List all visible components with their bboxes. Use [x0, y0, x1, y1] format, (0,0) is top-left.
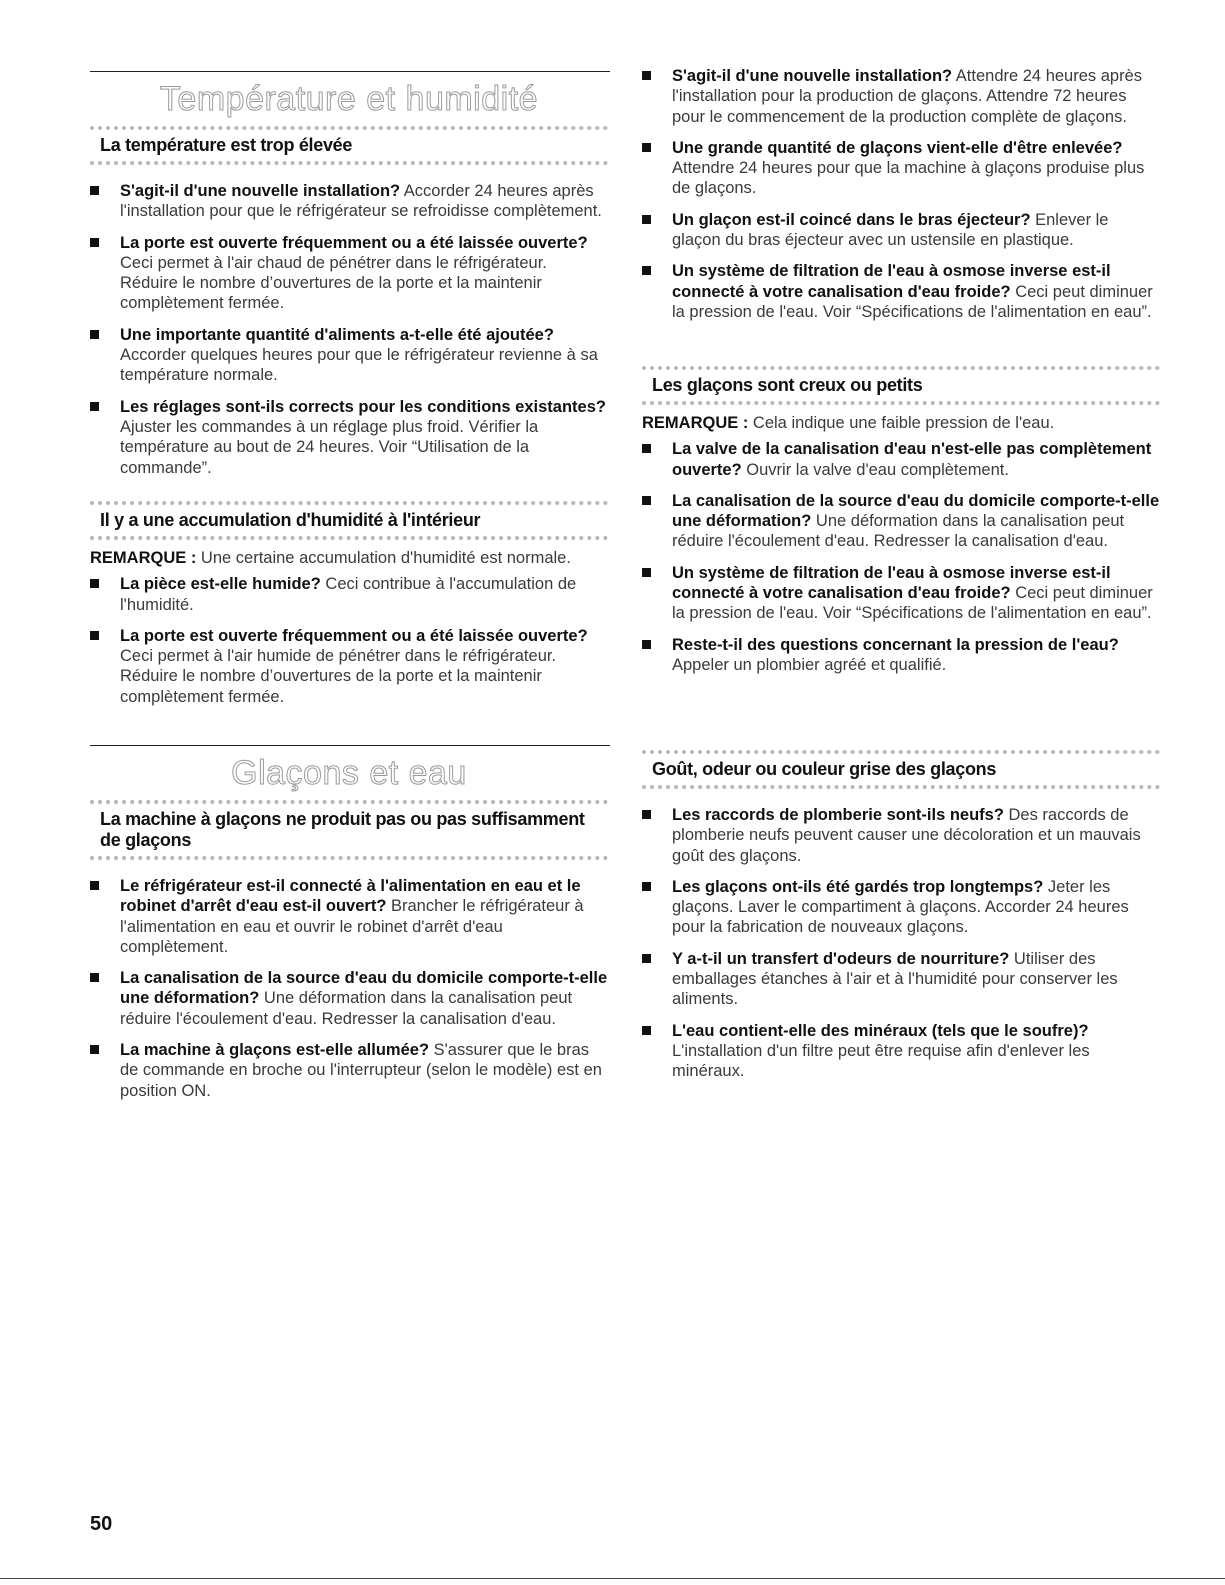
- list-item: Une importante quantité d'aliments a-t-elle été ajoutée? Accorder quelques heures pour que le réfrigérateur revienne à sa température normale.: [90, 325, 608, 386]
- list-item: Le réfrigérateur est-il connecté à l'alimentation en eau et le robinet d'arrêt d'eau est-il ouvert? Brancher le réfrigérateur à l'alimentation en eau et ouvrir le robinet d'arrêt d'eau complètement.: [90, 876, 608, 957]
- bullet-icon: [642, 882, 651, 891]
- subheading-temp-high: La température est trop élevée: [90, 126, 608, 165]
- item-list: [642, 439, 1160, 675]
- bullet-icon: [642, 496, 651, 505]
- item-list: [90, 574, 608, 707]
- section-rule: [90, 71, 610, 72]
- list-item: La porte est ouverte fréquemment ou a été laissée ouverte? Ceci permet à l'air chaud de pénétrer dans le réfrigérateur. Réduire le nombre d’ouvertures de la porte et la maintenir complètement fermée.: [90, 233, 608, 314]
- section-rule: [90, 745, 610, 746]
- bullet-icon: [90, 402, 99, 411]
- bullet-icon: [90, 1045, 99, 1054]
- bullet-icon: [642, 215, 651, 224]
- list-item: Les glaçons ont-ils été gardés trop longtemps? Jeter les glaçons. Laver le compartiment à glaçons. Accorder 24 heures pour la fabrication de nouveaux glaçons.: [642, 877, 1160, 938]
- bullet-icon: [642, 954, 651, 963]
- bullet-icon: [90, 238, 99, 247]
- subheading-ice-production: La machine à glaçons ne produit pas ou pas suffisamment de glaçons: [90, 800, 608, 860]
- list-item: Les raccords de plomberie sont-ils neufs? Des raccords de plomberie neufs peuvent causer une décoloration et un mauvais goût des glaçons.: [642, 805, 1160, 866]
- bullet-icon: [642, 1026, 651, 1035]
- bullet-icon: [90, 186, 99, 195]
- list-item: La valve de la canalisation d'eau n'est-elle pas complètement ouverte? Ouvrir la valve d'eau complètement.: [642, 439, 1160, 480]
- list-item: S'agit-il d'une nouvelle installation? Accorder 24 heures après l'installation pour que le réfrigérateur se refroidisse complètement.: [90, 181, 608, 222]
- bullet-icon: [642, 810, 651, 819]
- list-item: Un système de filtration de l'eau à osmose inverse est-il connecté à votre canalisation d'eau froide? Ceci peut diminuer la pression de l'eau. Voir “Spécifications de l'alimentation en eau”.: [642, 563, 1160, 624]
- list-item: La canalisation de la source d'eau du domicile comporte-t-elle une déformation? Une déformation dans la canalisation peut réduire l'écoulement d'eau. Redresser la canalisation d'eau.: [90, 968, 608, 1029]
- item-list: [90, 876, 608, 1101]
- list-item: Une grande quantité de glaçons vient-elle d'être enlevée? Attendre 24 heures pour que la machine à glaçons produise plus de glaçons.: [642, 138, 1160, 199]
- bullet-icon: [642, 568, 651, 577]
- note: REMARQUE : Cela indique une faible pression de l'eau.: [642, 414, 1055, 432]
- bullet-icon: [90, 881, 99, 890]
- list-item: L'eau contient-elle des minéraux (tels que le soufre)? L'installation d'un filtre peut être requise afin d'enlever les minéraux.: [642, 1021, 1160, 1082]
- list-item: La pièce est-elle humide? Ceci contribue à l'accumulation de l'humidité.: [90, 574, 608, 615]
- item-list: [642, 805, 1160, 1082]
- list-item: La canalisation de la source d'eau du domicile comporte-t-elle une déformation? Une déformation dans la canalisation peut réduire l'écoulement d'eau. Redresser la canalisation d'eau.: [642, 491, 1160, 552]
- bullet-icon: [90, 631, 99, 640]
- list-item: Les réglages sont-ils corrects pour les conditions existantes? Ajuster les commandes à un réglage plus froid. Vérifier la température au bout de 24 heures. Voir “Utilisation de la commande”.: [90, 397, 608, 478]
- list-item: Y a-t-il un transfert d'odeurs de nourriture? Utiliser des emballages étanches à l'air et à l'humidité pour conserver les aliments.: [642, 949, 1160, 1010]
- subheading-taste-odor: Goût, odeur ou couleur grise des glaçons: [642, 750, 1160, 789]
- list-item: Un système de filtration de l'eau à osmose inverse est-il connecté à votre canalisation d'eau froide? Ceci peut diminuer la pression de l'eau. Voir “Spécifications de l'alimentation en eau”.: [642, 261, 1160, 322]
- subheading-humidity: Il y a une accumulation d'humidité à l'intérieur: [90, 501, 608, 540]
- note: REMARQUE : Une certaine accumulation d'humidité est normale.: [90, 549, 571, 567]
- list-item: La machine à glaçons est-elle allumée? S'assurer que le bras de commande en broche ou l'interrupteur (selon le modèle) est en position ON.: [90, 1040, 608, 1101]
- bullet-icon: [90, 579, 99, 588]
- bullet-icon: [642, 71, 651, 80]
- bullet-icon: [642, 640, 651, 649]
- bullet-icon: [90, 973, 99, 982]
- list-item: Reste-t-il des questions concernant la pression de l'eau? Appeler un plombier agréé et qualifié.: [642, 635, 1160, 676]
- bullet-icon: [642, 444, 651, 453]
- list-item: Un glaçon est-il coincé dans le bras éjecteur? Enlever le glaçon du bras éjecteur avec un ustensile en plastique.: [642, 210, 1160, 251]
- item-list: [642, 66, 1160, 322]
- page-number: 50: [90, 1513, 113, 1535]
- bullet-icon: [90, 330, 99, 339]
- section-title-ice: Glaçons et eau: [231, 754, 467, 792]
- section-title-temperature: Température et humidité: [159, 80, 539, 118]
- list-item: La porte est ouverte fréquemment ou a été laissée ouverte? Ceci permet à l'air humide de pénétrer dans le réfrigérateur. Réduire le nombre d’ouvertures de la porte et la maintenir complètement fermée.: [90, 626, 608, 707]
- page-bottom-rule: [0, 1578, 1225, 1579]
- item-list: [90, 181, 608, 478]
- bullet-icon: [642, 266, 651, 275]
- bullet-icon: [642, 143, 651, 152]
- subheading-hollow-ice: Les glaçons sont creux ou petits: [642, 366, 1160, 405]
- list-item: S'agit-il d'une nouvelle installation? Attendre 24 heures après l'installation pour la production de glaçons. Attendre 72 heures pour le commencement de la production complète de glaçons.: [642, 66, 1160, 127]
